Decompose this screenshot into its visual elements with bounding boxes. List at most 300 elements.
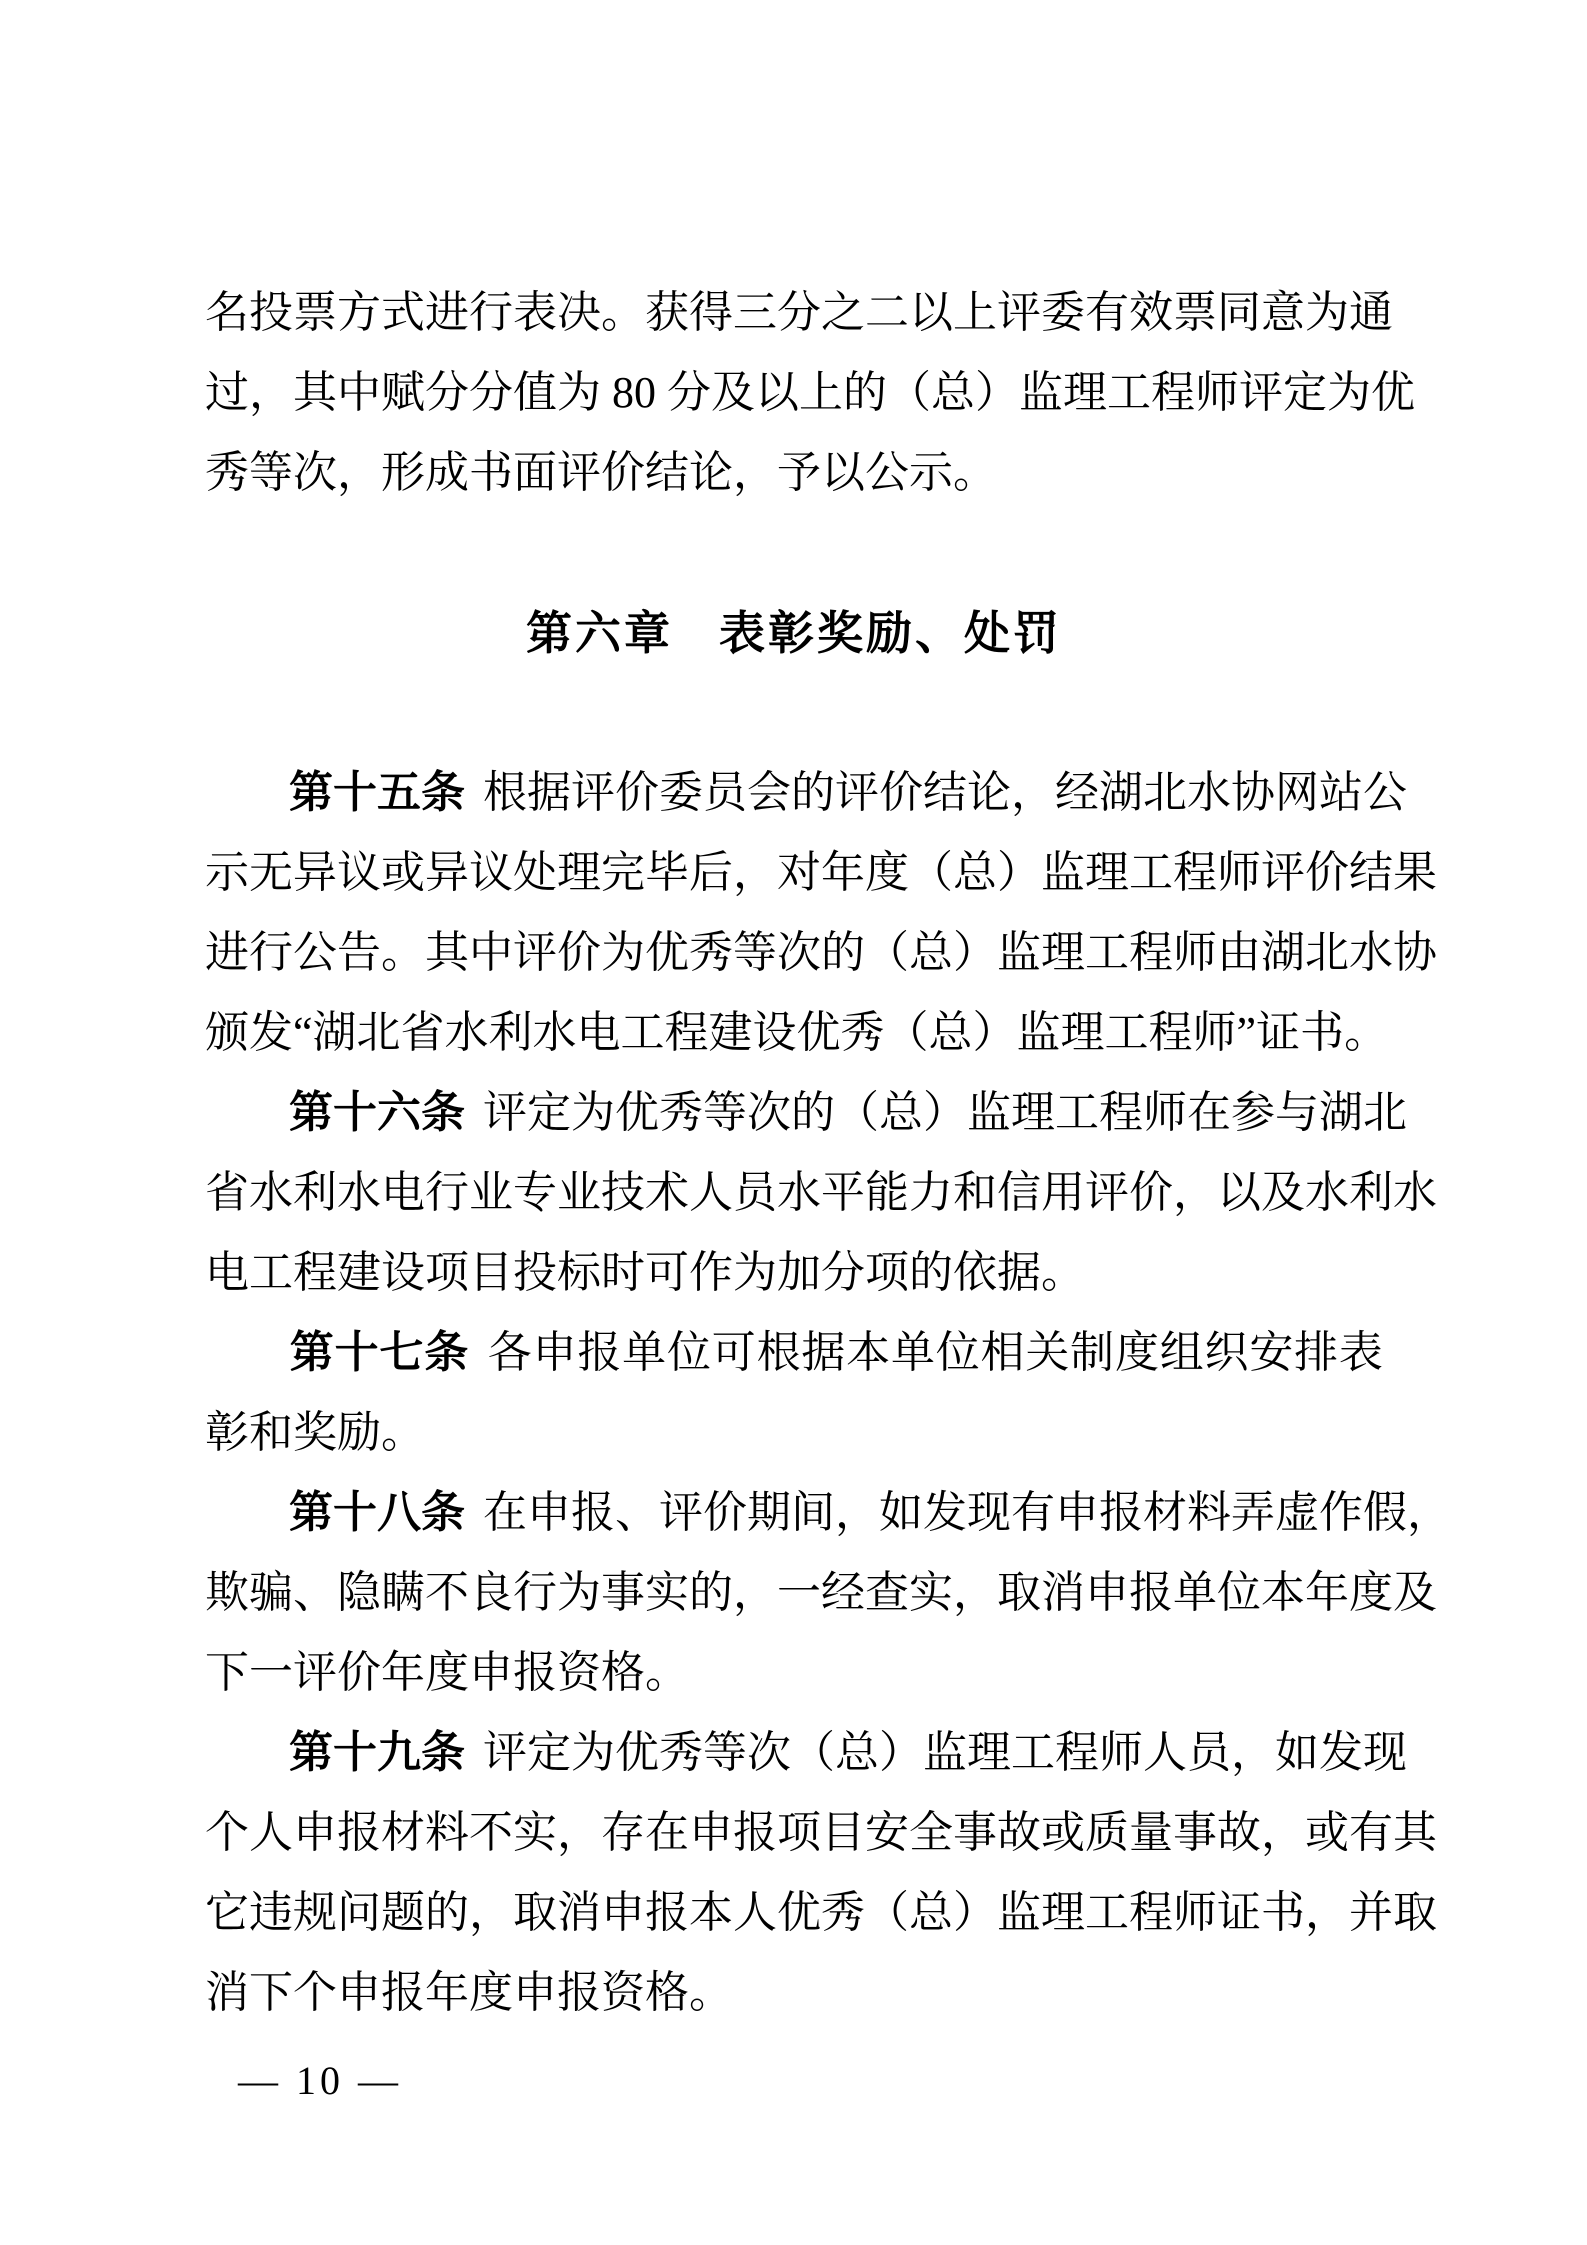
char: 事 (601, 1568, 645, 1617)
char: 北 (356, 1008, 401, 1057)
chapter-heading (205, 593, 1383, 673)
char: （ (909, 848, 953, 897)
char: 相 (980, 1328, 1025, 1377)
text-line (205, 1233, 1085, 1313)
chapter-number: 第六章 (526, 607, 673, 659)
char: 良 (469, 1568, 513, 1617)
article-number-char: 十 (333, 1488, 377, 1537)
char: 位 (935, 1328, 980, 1377)
char: 位 (666, 1328, 711, 1377)
char: 评 (483, 1728, 527, 1777)
char: 理 (1085, 848, 1129, 897)
char: ， (469, 1888, 513, 1937)
char: 建 (708, 1008, 753, 1057)
char: 业 (469, 1168, 513, 1217)
char: 工 (1055, 1088, 1099, 1137)
char: 二 (865, 288, 909, 337)
char: 秀 (659, 1728, 703, 1777)
char: 票 (293, 288, 337, 337)
char: 可 (711, 1328, 756, 1377)
char: 个 (205, 1808, 249, 1857)
char: 术 (645, 1168, 689, 1217)
char: 人 (733, 1888, 777, 1937)
char: 湖 (1261, 928, 1305, 977)
char: 为 (601, 928, 645, 977)
char: 各 (487, 1328, 532, 1377)
char: 专 (513, 1168, 557, 1217)
char: 下 (205, 1648, 249, 1697)
char: 据 (997, 1248, 1041, 1297)
char: 不 (469, 1808, 513, 1857)
char: ） (972, 1008, 1017, 1057)
char: 为 (1327, 368, 1371, 417)
char: 个 (293, 1968, 337, 2017)
char: 意 (1261, 288, 1305, 337)
char: 总 (835, 1728, 879, 1777)
char: 和 (953, 1168, 997, 1217)
char: 报 (337, 1808, 381, 1857)
char: 在 (1187, 1088, 1231, 1137)
char: 作 (689, 1248, 733, 1297)
char: 骗 (249, 1568, 293, 1617)
article-number-char: 十 (333, 1088, 377, 1137)
char: 处 (513, 848, 557, 897)
char: 会 (747, 768, 791, 817)
char: 水 (777, 1168, 821, 1217)
char: 告 (337, 928, 381, 977)
char: ） (879, 1728, 923, 1777)
char: 年 (1305, 1568, 1349, 1617)
article-number-char: 七 (379, 1328, 424, 1377)
article-number-char: 条 (424, 1328, 469, 1377)
char: 北 (1143, 768, 1187, 817)
char: 水 (337, 1168, 381, 1217)
char: 获 (645, 288, 689, 337)
article-number-char: 十 (333, 1728, 377, 1777)
char: 协 (1231, 768, 1275, 817)
char: 、 (293, 1568, 337, 1617)
char: 报 (645, 1888, 689, 1937)
char: 如 (1275, 1728, 1319, 1777)
char: 书 (1300, 1008, 1345, 1057)
char: 予 (777, 448, 821, 497)
char: 查 (865, 1568, 909, 1617)
char: 资 (557, 1648, 601, 1697)
char: 本 (689, 1888, 733, 1937)
char: 作 (1319, 1488, 1363, 1537)
char: 理 (967, 1728, 1011, 1777)
char: 下 (249, 1968, 293, 2017)
char: 评 (997, 288, 1041, 337)
char: 监 (967, 1088, 1011, 1137)
char: 的 (425, 1888, 469, 1937)
char: ， (1011, 768, 1055, 817)
char: 三 (733, 288, 777, 337)
char: 现 (967, 1488, 1011, 1537)
char: 以 (909, 288, 953, 337)
char: ， (1305, 1888, 1349, 1937)
char: 存 (601, 1808, 645, 1857)
char: 织 (1204, 1328, 1249, 1377)
char: 励 (337, 1408, 381, 1457)
char: 取 (513, 1888, 557, 1937)
char: 式 (381, 288, 425, 337)
char: ） (997, 848, 1041, 897)
char: 程 (664, 1008, 709, 1057)
char: 一 (249, 1648, 293, 1697)
char: 评 (293, 1648, 337, 1697)
char: 的 (791, 768, 835, 817)
char: ， (835, 1488, 879, 1537)
char: 奖 (293, 1408, 337, 1457)
article-number-char: 十 (334, 1328, 379, 1377)
char: 报 (577, 1328, 622, 1377)
char: 委 (659, 768, 703, 817)
char: 项 (425, 1248, 469, 1297)
char: 设 (381, 1248, 425, 1297)
char: 报 (1099, 1488, 1143, 1537)
char: 规 (293, 1888, 337, 1937)
char: 的 (791, 1088, 835, 1137)
char: 问 (337, 1888, 381, 1937)
text-line (205, 353, 1415, 433)
article-number-char: 条 (421, 1488, 465, 1537)
char: 协 (1393, 928, 1437, 977)
char: ） (953, 928, 997, 977)
char: 设 (752, 1008, 797, 1057)
char: ） (923, 1088, 967, 1137)
char: 员 (733, 1168, 777, 1217)
text-line (205, 913, 1437, 993)
text-line (205, 1713, 1407, 1793)
char: 有 (1349, 1808, 1393, 1857)
char: 总 (928, 1008, 973, 1057)
char: 行 (425, 1168, 469, 1217)
char: 及 (1261, 1168, 1305, 1217)
char: 理 (1063, 368, 1107, 417)
char: 优 (615, 1088, 659, 1137)
char: 工 (1011, 1728, 1055, 1777)
char: 申 (527, 1488, 571, 1537)
char: 水 (444, 1008, 489, 1057)
text-line (205, 1553, 1437, 1633)
char: 安 (865, 1808, 909, 1857)
char: 论 (689, 448, 733, 497)
char: 料 (1187, 1488, 1231, 1537)
char: 并 (1349, 1888, 1393, 1937)
char: 人 (249, 1808, 293, 1857)
char: 申 (513, 1968, 557, 2017)
char: 议 (469, 848, 513, 897)
char: 事 (953, 1808, 997, 1857)
char: 水 (1393, 1168, 1437, 1217)
char: 申 (293, 1808, 337, 1857)
char: 颁 (205, 1008, 249, 1057)
char: 据 (801, 1328, 846, 1377)
char: 电 (205, 1248, 249, 1297)
char: 度 (1349, 1568, 1393, 1617)
char: 形 (381, 448, 425, 497)
char: 秀 (689, 928, 733, 977)
char: 师 (1195, 368, 1239, 417)
char: 虚 (1275, 1488, 1319, 1537)
char: （ (887, 368, 931, 417)
char: 0 (634, 368, 656, 417)
char: 水 (1187, 768, 1231, 817)
char: 程 (1129, 928, 1173, 977)
char: 分 (425, 368, 469, 417)
char: 中 (337, 368, 381, 417)
char: ， (337, 448, 381, 497)
char: 评 (659, 1488, 703, 1537)
char: 分 (667, 368, 711, 417)
char: 优 (796, 1008, 841, 1057)
char: 分 (777, 288, 821, 337)
text-line (205, 433, 997, 513)
char: 证 (1217, 1888, 1261, 1937)
char: 材 (1143, 1488, 1187, 1537)
article-number-char: 五 (377, 768, 421, 817)
char: 在 (483, 1488, 527, 1537)
article-number-char: 十 (333, 768, 377, 817)
char: 利 (488, 1008, 533, 1057)
char: 分 (821, 1248, 865, 1297)
char: 电 (381, 1168, 425, 1217)
char: 过 (205, 368, 249, 417)
char: 项 (865, 1248, 909, 1297)
char: 价 (615, 768, 659, 817)
char: 程 (1151, 368, 1195, 417)
char: 全 (909, 1808, 953, 1857)
char: 材 (381, 1808, 425, 1857)
char: 结 (923, 768, 967, 817)
char: 优 (645, 928, 689, 977)
char: 技 (601, 1168, 645, 1217)
char: 评 (483, 1088, 527, 1137)
char: 及 (711, 368, 755, 417)
char: 投 (513, 1248, 557, 1297)
char: 成 (425, 448, 469, 497)
char: 监 (997, 1888, 1041, 1937)
char: 标 (557, 1248, 601, 1297)
char: 根 (756, 1328, 801, 1377)
text-line (205, 1873, 1437, 1953)
char: 依 (953, 1248, 997, 1297)
char: 评 (1239, 368, 1283, 417)
page-number: — 10 — (238, 2058, 402, 2103)
char: 瞒 (381, 1568, 425, 1617)
char: 人 (1143, 1728, 1187, 1777)
char: 总 (909, 1888, 953, 1937)
char: 价 (601, 448, 645, 497)
char: 实 (909, 1568, 953, 1617)
char: 秀 (821, 1888, 865, 1937)
char: 人 (689, 1168, 733, 1217)
char: 格 (645, 1968, 689, 2017)
char: 和 (249, 1408, 293, 1457)
char: 质 (1085, 1808, 1129, 1857)
char: 评 (513, 928, 557, 977)
char: 北 (1305, 928, 1349, 977)
char: 异 (293, 848, 337, 897)
char: 表 (513, 288, 557, 337)
article-number-char: 八 (377, 1488, 421, 1537)
char: 可 (645, 1248, 689, 1297)
char: ， (1231, 1728, 1275, 1777)
char: 行 (469, 288, 513, 337)
char: 书 (469, 448, 513, 497)
char: 师 (1217, 848, 1261, 897)
char: 力 (909, 1168, 953, 1217)
char: 优 (615, 1728, 659, 1777)
char: 发 (923, 1488, 967, 1537)
char: 料 (425, 1808, 469, 1857)
char: 其 (1393, 1808, 1437, 1857)
char: 议 (337, 848, 381, 897)
char: 价 (337, 1648, 381, 1697)
char: 消 (557, 1888, 601, 1937)
char: 工 (1107, 368, 1151, 417)
char: 评 (571, 768, 615, 817)
text-line (205, 1793, 1437, 1873)
char: 水 (249, 1168, 293, 1217)
article-number-char: 第 (289, 1328, 334, 1377)
char: 理 (1011, 1088, 1055, 1137)
char: 实 (645, 1568, 689, 1617)
char: 目 (469, 1248, 513, 1297)
char: 项 (777, 1808, 821, 1857)
char: （ (865, 1888, 909, 1937)
char: 现 (1363, 1728, 1407, 1777)
char: 的 (909, 1248, 953, 1297)
char: 格 (601, 1648, 645, 1697)
char: 水 (1349, 928, 1393, 977)
char: 度 (469, 1968, 513, 2017)
article-number-char: 六 (377, 1088, 421, 1137)
char: 湖 (1319, 1088, 1363, 1137)
char: 度 (865, 848, 909, 897)
char: ， (557, 1808, 601, 1857)
char: ， (1407, 1488, 1451, 1537)
char: 用 (1041, 1168, 1085, 1217)
char: 参 (1231, 1088, 1275, 1137)
char (601, 353, 612, 433)
char: 监 (997, 928, 1041, 977)
char: 为 (557, 368, 601, 417)
char: 票 (1173, 288, 1217, 337)
char: 水 (1305, 1168, 1349, 1217)
char: 决 (557, 288, 601, 337)
char: 申 (689, 1808, 733, 1857)
char: 价 (1305, 848, 1349, 897)
char: 完 (601, 848, 645, 897)
char: 。 (689, 1968, 733, 2017)
char: 值 (513, 368, 557, 417)
char: 排 (1294, 1328, 1339, 1377)
char: 。 (1344, 1008, 1389, 1057)
article-number-char: 第 (289, 1088, 333, 1137)
char: 它 (205, 1888, 249, 1937)
text-line (205, 1633, 689, 1713)
char: 程 (1173, 848, 1217, 897)
char: 结 (645, 448, 689, 497)
text-line (205, 993, 1389, 1073)
char: 如 (879, 1488, 923, 1537)
char: 等 (703, 1088, 747, 1137)
char: 报 (381, 1968, 425, 2017)
char: 以 (755, 368, 799, 417)
char: 名 (205, 288, 249, 337)
char: 秀 (659, 1088, 703, 1137)
char: 投 (249, 288, 293, 337)
char (656, 353, 667, 433)
text-line (205, 1953, 733, 2033)
char: 位 (1217, 1568, 1261, 1617)
char: 工 (1085, 1888, 1129, 1937)
char: 通 (1349, 288, 1393, 337)
char: 省 (205, 1168, 249, 1217)
text-line (205, 273, 1393, 353)
article-number-char: 条 (421, 1088, 465, 1137)
char: 公 (865, 448, 909, 497)
char: 能 (865, 1168, 909, 1217)
char: 报 (557, 1968, 601, 2017)
char: 单 (1173, 1568, 1217, 1617)
char: 本 (846, 1328, 891, 1377)
char: 无 (249, 848, 293, 897)
char: 假 (1363, 1488, 1407, 1537)
char: 经 (821, 1568, 865, 1617)
char: 评 (557, 448, 601, 497)
char: 报 (571, 1488, 615, 1537)
char: 与 (1275, 1088, 1319, 1137)
char: 师 (1143, 1088, 1187, 1137)
char: 的 (821, 928, 865, 977)
char: 经 (1055, 768, 1099, 817)
char: 加 (777, 1248, 821, 1297)
char: 工 (620, 1008, 665, 1057)
char: ， (733, 448, 777, 497)
char: 师 (1173, 1888, 1217, 1937)
char: 价 (879, 768, 923, 817)
char: 申 (337, 1968, 381, 2017)
char: 组 (1159, 1328, 1204, 1377)
char: 优 (1371, 368, 1415, 417)
char: 效 (1129, 288, 1173, 337)
char: 违 (249, 1888, 293, 1937)
char: 欺 (205, 1568, 249, 1617)
char: 期 (747, 1488, 791, 1537)
char: 程 (293, 1248, 337, 1297)
char: 公 (293, 928, 337, 977)
char: ， (953, 1568, 997, 1617)
char: 其 (293, 368, 337, 417)
char: 总 (953, 848, 997, 897)
char: 对 (777, 848, 821, 897)
char: 消 (205, 1968, 249, 2017)
char: 。 (953, 448, 997, 497)
char: 为 (1305, 288, 1349, 337)
char: 其 (425, 928, 469, 977)
char: 价 (1129, 1168, 1173, 1217)
char: 示 (909, 448, 953, 497)
char: 果 (1393, 848, 1437, 897)
char: 利 (1349, 1168, 1393, 1217)
char: 次 (747, 1728, 791, 1777)
char: 异 (425, 848, 469, 897)
char: 为 (571, 1088, 615, 1137)
article-number-char: 条 (421, 1728, 465, 1777)
